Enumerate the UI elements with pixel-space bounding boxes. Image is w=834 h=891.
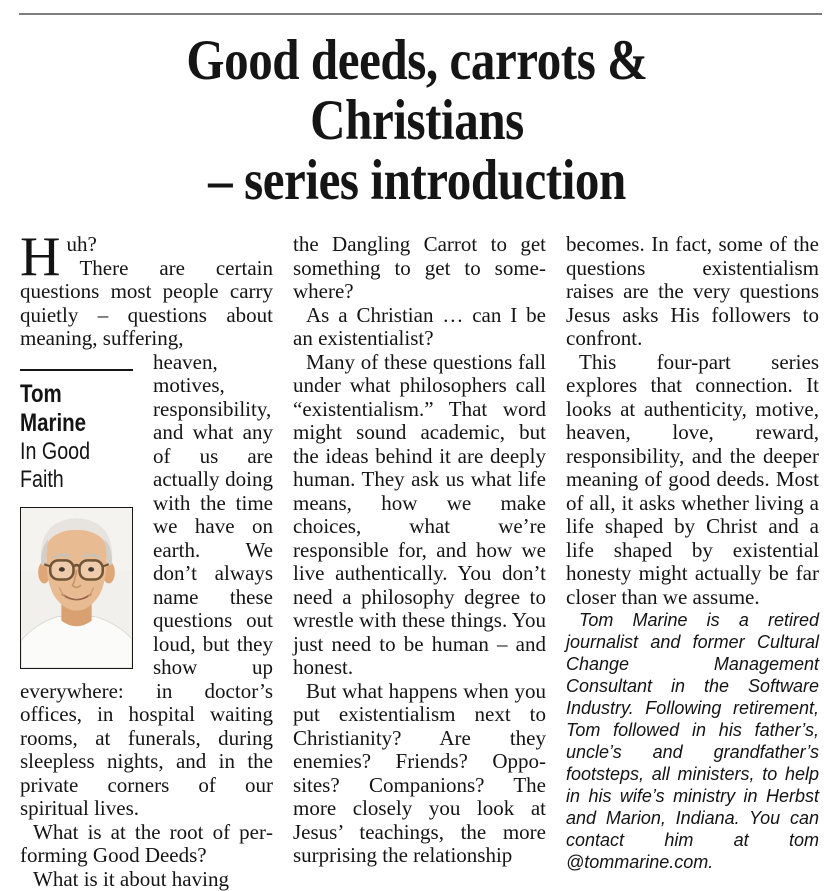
- paragraph-3: What is it about having: [20, 868, 273, 891]
- paragraph-2: What is at the root of performing Good Deeds?: [20, 821, 273, 868]
- column-title-line-1: In Good: [20, 438, 129, 466]
- column-1: [20, 233, 273, 891]
- paragraph-1-text: There are certain questions most people carry quietly – questions about meaning, suffering,: [20, 256, 273, 351]
- opening-paragraph: [20, 233, 273, 351]
- paragraph-4: the Dangling Carrot to get something to get to somewhere?: [293, 233, 546, 304]
- headline: [76, 31, 759, 211]
- author-bio: Tom Marine is a retired journalist and former Cultural Change Management Consultant in the Software Industry. Following retirement, Tom followed in his father’s, uncle’s and grandfather’s footsteps, all ministers, to help in his wife’s ministry in Herbst and Marion, Indiana. You can contact him at tom @tommarine.com.: [566, 609, 819, 873]
- article-body: [20, 233, 819, 891]
- byline-rule: [20, 369, 133, 371]
- column-2: [293, 233, 546, 891]
- paragraph-8: becomes. In fact, some of the questions existentialism raises are the very questions Jesus asks His followers to confront.: [566, 233, 819, 351]
- column-title-line-2: Faith: [20, 466, 129, 494]
- author-portrait-illustration: [21, 508, 132, 668]
- author-photo: [20, 507, 133, 669]
- paragraph-6: Many of these questions fall under what philosophers call “existentialism.” That word might sound academic, but the ideas behind it are deeply human. They ask us what life means, how we make choices, what we’re responsible for, and how we live authentically. You don’t need a philosophy degree to wrestle with these things. You just need to be human – and honest.: [293, 351, 546, 680]
- headline-line-1: Good deeds, carrots & Christians: [76, 31, 759, 151]
- headline-line-2: – series introduction: [76, 151, 759, 211]
- author-name-line-1: Tom: [20, 380, 129, 409]
- author-name-line-2: Marine: [20, 409, 129, 438]
- opening-word-rest: uh?: [66, 232, 96, 256]
- paragraph-5: As a Christian … can I be an existentialist?: [293, 304, 546, 351]
- paragraph-1-wrap-text: heaven, motives, responsibility, and what any of us are actually doing with the time we have on earth. We don’t always name these questions out loud, but they show up everywhere: in doctor’s offices, in hospital waiting rooms, at funerals, during sleepless nights, and in the private corners of our spiritual lives.: [20, 351, 273, 821]
- byline-box: [20, 355, 153, 669]
- top-rule: [19, 13, 822, 15]
- column-3: [566, 233, 819, 891]
- paragraph-9: This four-part series explores that connection. It looks at authenticity, motive, heaven, love, reward, responsibility, and the deeper meaning of good deeds. Most of all, it asks whether living a life shaped by Christ and a life shaped by existential honesty might actually be far closer than we assume.: [566, 351, 819, 610]
- paragraph-7: But what happens when you put existentialism next to Christianity? Are they enemies? Friends? Opposites? Companions? The more closely you look at Jesus’ teachings, the more surprising the relationship: [293, 680, 546, 868]
- drop-cap: H: [20, 233, 66, 280]
- newspaper-article-page: [0, 13, 834, 891]
